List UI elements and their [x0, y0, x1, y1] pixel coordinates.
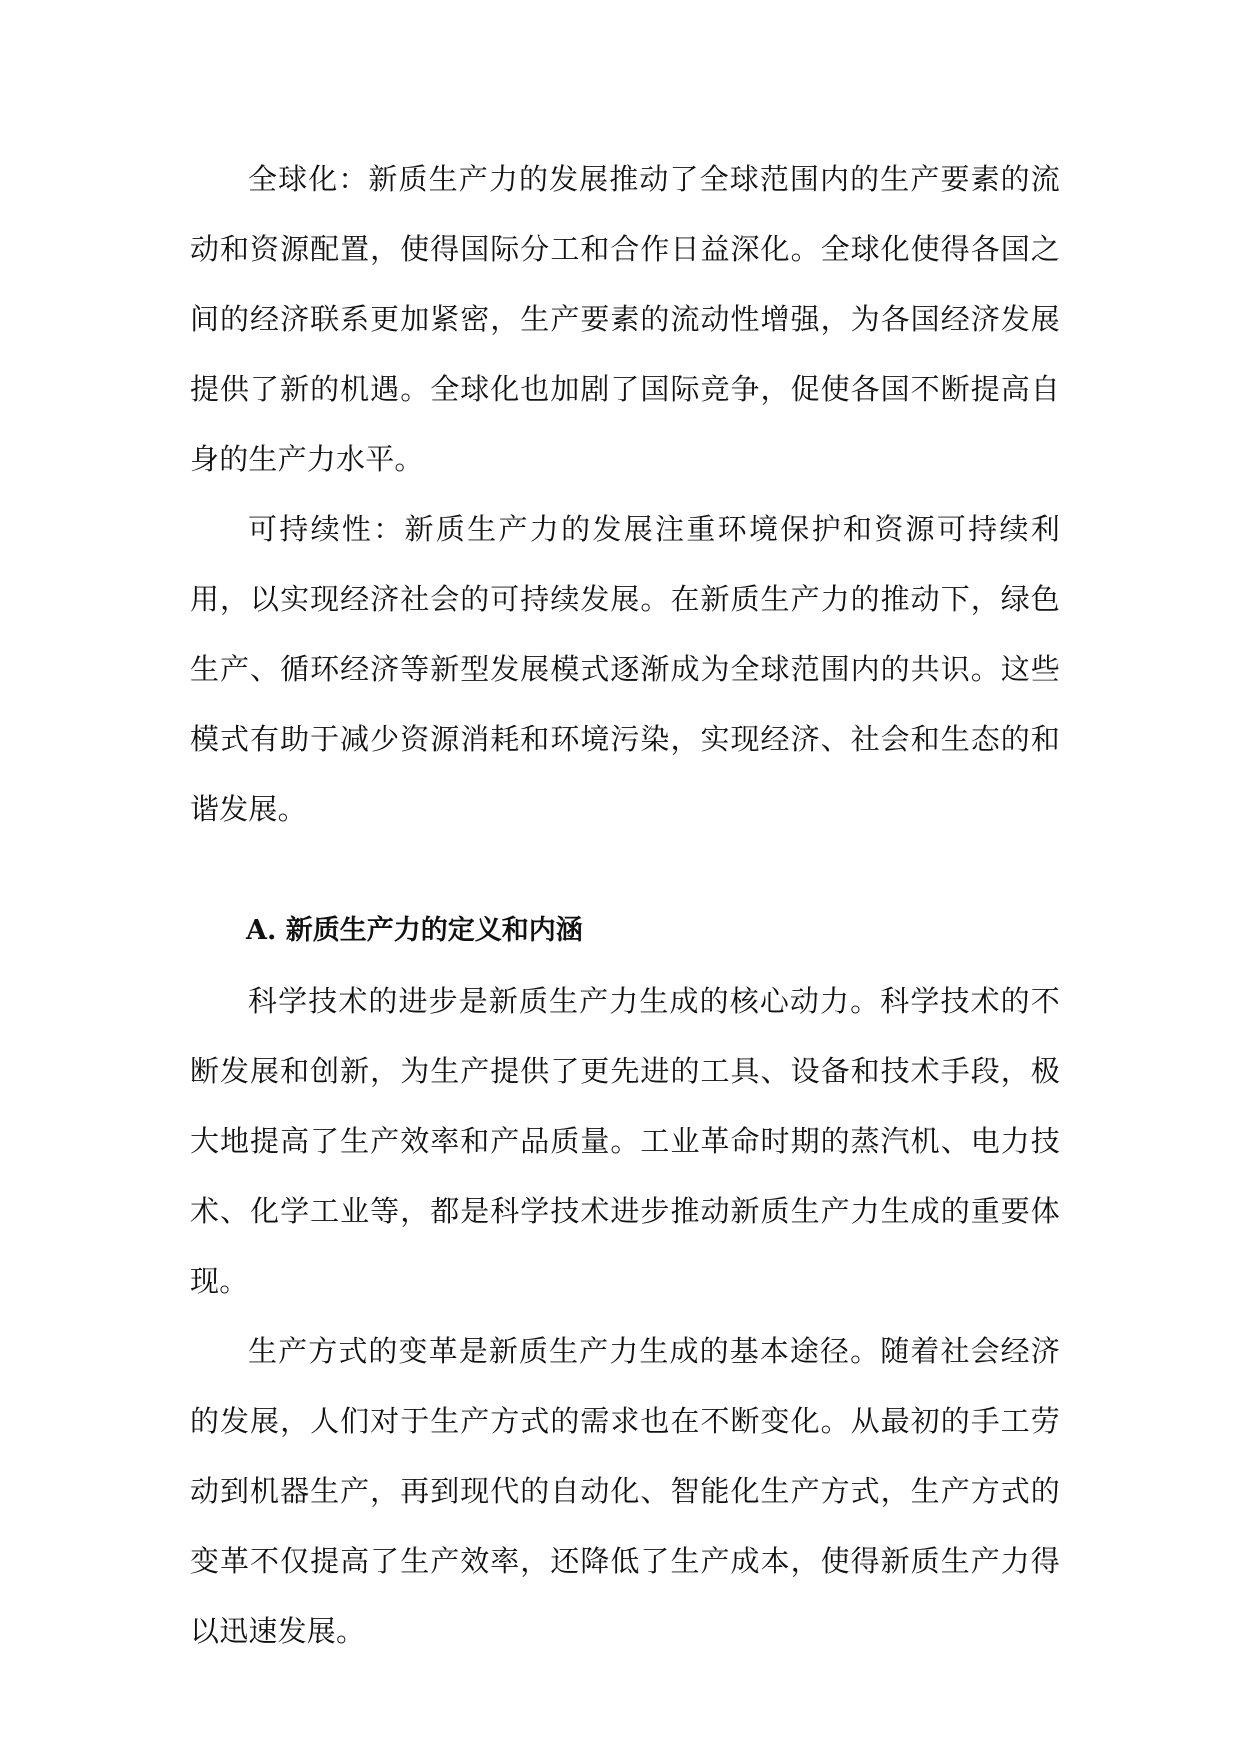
paragraph-globalization: 全球化：新质生产力的发展推动了全球范围内的生产要素的流动和资源配置，使得国际分工和合作日益深化。全球化使得各国之间的经济联系更加紧密，生产要素的流动性增强，为各国经济发展提供了新的机遇。全球化也加剧了国际竞争，促使各国不断提高自身的生产力水平。: [190, 162, 1060, 476]
paragraph-production-mode: 生产方式的变革是新质生产力生成的基本途径。随着社会经济的发展，人们对于生产方式的需求也在不断变化。从最初的手工劳动到机器生产，再到现代的自动化、智能化生产方式，生产方式的变革不仅提高了生产效率，还降低了生产成本，使得新质生产力得以迅速发展。: [190, 1334, 1060, 1648]
paragraph-sustainability: 可持续性：新质生产力的发展注重环境保护和资源可持续利用，以实现经济社会的可持续发展。在新质生产力的推动下，绿色生产、循环经济等新型发展模式逐渐成为全球范围内的共识。这些模式有助于减少资源消耗和环境污染，实现经济、社会和生态的和谐发展。: [190, 512, 1060, 826]
section-heading: A. 新质生产力的定义和内涵: [246, 915, 583, 946]
paragraph-science-technology: 科学技术的进步是新质生产力生成的核心动力。科学技术的不断发展和创新，为生产提供了更先进的工具、设备和技术手段，极大地提高了生产效率和产品质量。工业革命时期的蒸汽机、电力技术、化学工业等，都是科学技术进步推动新质生产力生成的重要体现。: [190, 984, 1060, 1298]
document-body: [190, 144, 1060, 1666]
